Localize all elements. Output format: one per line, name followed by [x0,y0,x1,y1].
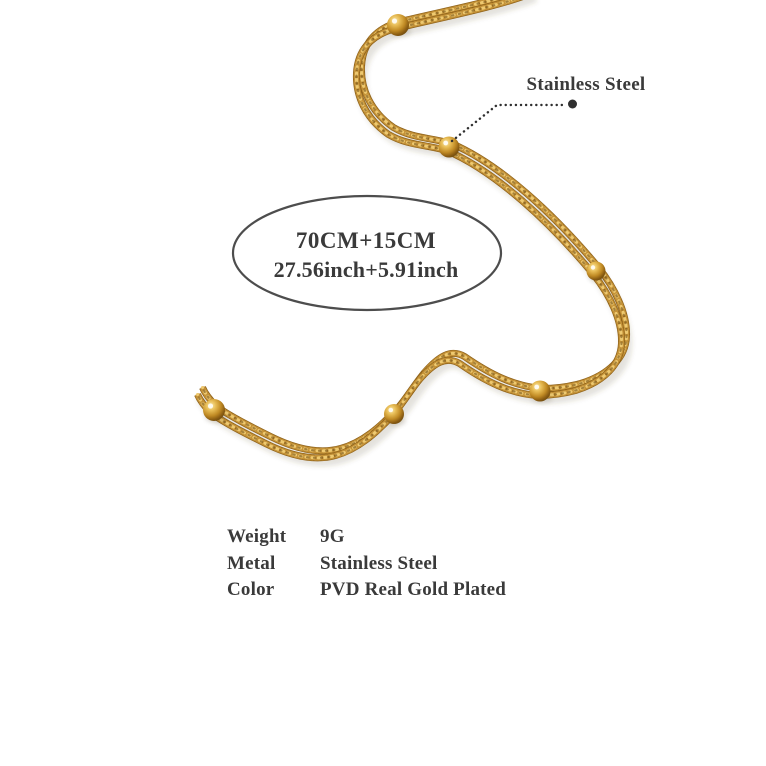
size-badge [206,226,526,284]
gold-bead [439,137,462,159]
spec-label-weight: Weight [227,526,287,547]
gold-bead [530,381,553,404]
callout-dot-icon [568,100,577,109]
size-line-cm: 70CM+15CM [295,228,437,253]
gold-bead [203,399,227,423]
spec-label-color: Color [227,579,275,600]
callout-leader [452,100,577,142]
gold-bead [587,262,608,282]
material-callout-label: Stainless Steel [526,74,646,95]
spec-label-metal: Metal [227,552,276,574]
spec-value-metal: Stainless Steel [320,552,438,574]
spec-table [227,524,506,604]
spec-value-color: PVD Real Gold Plated [320,579,507,600]
spec-value-weight: 9G [320,526,345,547]
size-line-inch: 27.56inch+5.91inch [273,257,459,282]
